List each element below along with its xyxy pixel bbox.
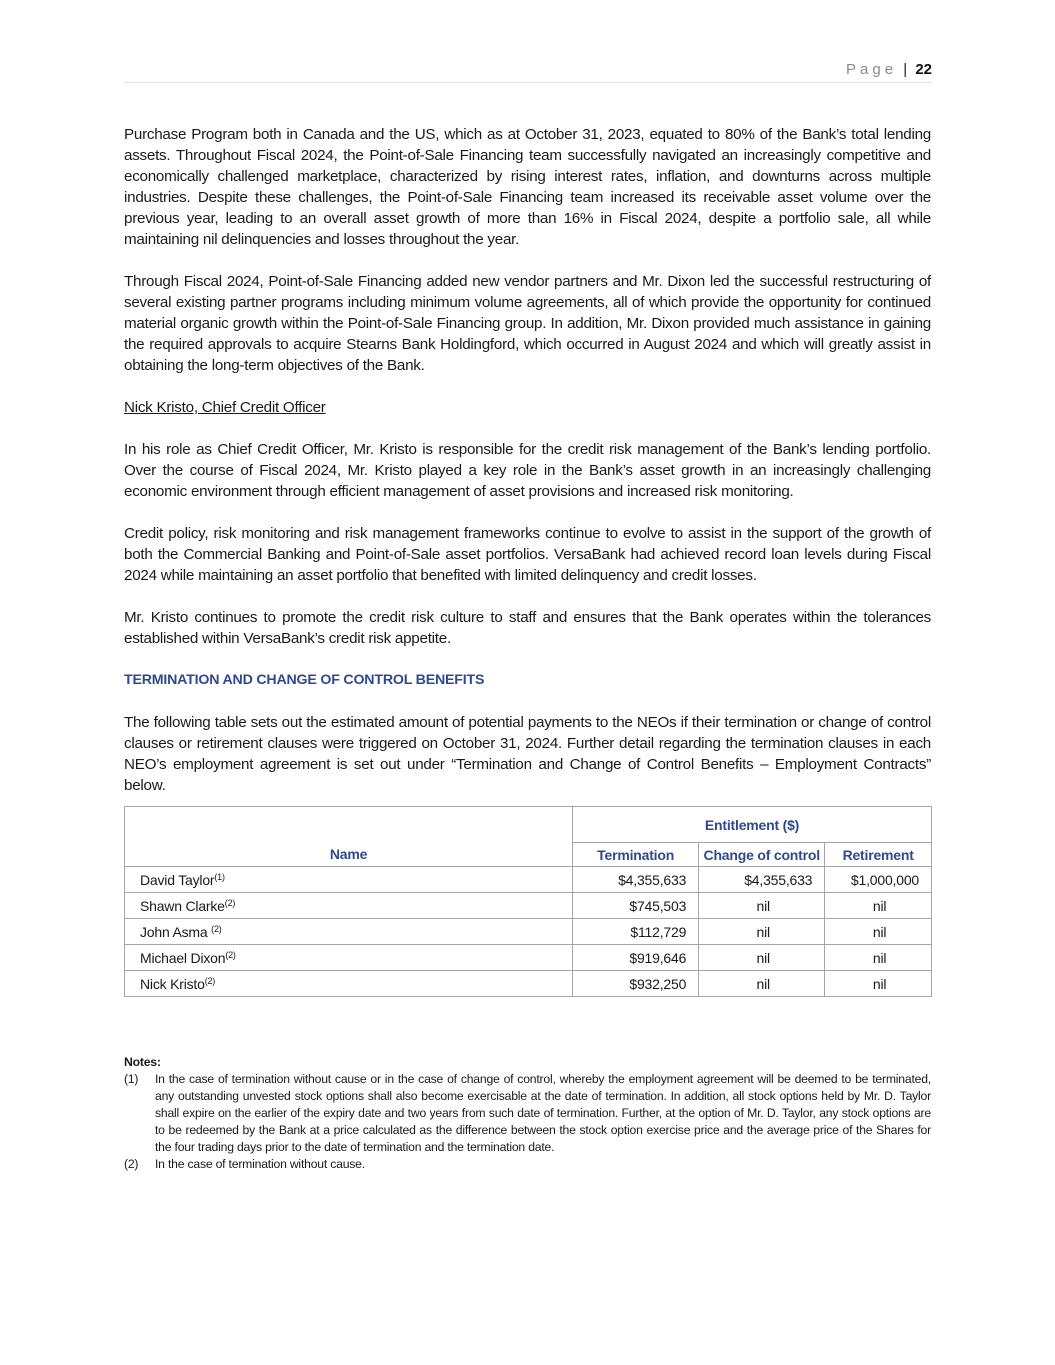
cell-change-of-control: nil: [699, 945, 825, 971]
header-name: Name: [125, 807, 573, 867]
entitlement-table: [124, 806, 932, 997]
cell-retirement: nil: [825, 919, 932, 945]
note-number: (1): [124, 1072, 139, 1086]
cell-termination: $112,729: [573, 919, 699, 945]
notes-title: Notes:: [124, 1055, 161, 1069]
header-termination: Termination: [573, 843, 699, 867]
cell-change-of-control: nil: [699, 971, 825, 997]
paragraph-table-intro: The following table sets out the estimated amount of potential payments to the NEOs if their termination or change of control clauses or retirement clauses were triggered on October 31, 2024. Further detail regarding the termination clauses in each NEO’s employment agreement is set out under “Termination and Change of Control Benefits – Employment Contracts” below.: [124, 714, 931, 794]
cell-name: John Asma $^{(2)}$: [125, 919, 573, 945]
table-row: [125, 867, 932, 893]
paragraph-kristo-role: In his role as Chief Credit Officer, Mr. Kristo is responsible for the credit risk management of the Bank’s lending portfolio. Over the course of Fiscal 2024, Mr. Kristo played a key role in the Bank’s asset growth in an increasingly challenging economic environment through efficient management of asset provisions and increased risk monitoring.: [124, 441, 931, 500]
cell-retirement: nil: [825, 945, 932, 971]
subheading-nick-kristo: Nick Kristo, Chief Credit Officer: [124, 399, 326, 416]
page-label: Page: [846, 61, 898, 78]
header-change-of-control: Change of control: [699, 843, 825, 867]
table-row: [125, 893, 932, 919]
note-item: [124, 1071, 931, 1156]
cell-retirement: nil: [825, 971, 932, 997]
cell-termination: $919,646: [573, 945, 699, 971]
paragraph-dixon-partners: Through Fiscal 2024, Point-of-Sale Financing added new vendor partners and Mr. Dixon led the successful restructuring of several existing partner programs including minimum volume agreements, all of which provide the opportunity for continued material organic growth within the Point-of-Sale Financing group. In addition, Mr. Dixon provided much assistance in gaining the required approvals to acquire Stearns Bank Holdingford, which occurred in August 2024 and which will greatly assist in obtaining the long-term objectives of the Bank.: [124, 273, 931, 374]
page-number: 22: [915, 61, 932, 78]
header-entitlement: Entitlement ($): [573, 807, 932, 843]
footnote-ref: (2): [224, 897, 236, 908]
table-row: [125, 919, 932, 945]
notes-section: [124, 1054, 931, 1173]
cell-name: Nick Kristo$^{(2)}$: [125, 971, 573, 997]
paragraph-pos-financing: Purchase Program both in Canada and the US, which as at October 31, 2023, equated to 80% of the Bank’s total lending assets. Throughout Fiscal 2024, the Point-of-Sale Financing team successfully navigated an increasingly competitive and economically challenged marketplace, characterized by rising interest rates, inflation, and downturns across multiple industries. Despite these challenges, the Point-of-Sale Financing team increased its receivable asset volume over the previous year, leading to an overall asset growth of more than 16% in Fiscal 2024, despite a portfolio sale, all while maintaining nil delinquencies and losses throughout the year.: [124, 126, 931, 248]
note-item: [124, 1156, 931, 1173]
footnote-ref: (1): [214, 871, 225, 882]
table-row: [125, 971, 932, 997]
cell-change-of-control: $4,355,633: [699, 867, 825, 893]
cell-change-of-control: nil: [699, 893, 825, 919]
cell-termination: $745,503: [573, 893, 699, 919]
footnote-ref: (2): [204, 975, 216, 986]
paragraph-credit-policy: Credit policy, risk monitoring and risk management frameworks continue to evolve to assist in the support of the growth of both the Commercial Banking and Point-of-Sale asset portfolios. VersaBank had achieved record loan levels during Fiscal 2024 while maintaining an asset portfolio that benefited with limited delinquency and credit losses.: [124, 525, 931, 584]
table-row: [125, 945, 932, 971]
page-header: [124, 58, 932, 83]
cell-termination: $4,355,633: [573, 867, 699, 893]
section-heading-termination: TERMINATION AND CHANGE OF CONTROL BENEFITS: [124, 672, 485, 688]
footnote-ref: (2): [211, 923, 222, 934]
header-retirement: Retirement: [825, 843, 932, 867]
footnote-ref: (2): [225, 949, 236, 960]
cell-termination: $932,250: [573, 971, 699, 997]
note-number: (2): [124, 1157, 139, 1171]
cell-change-of-control: nil: [699, 919, 825, 945]
cell-name: David Taylor$^{(1)}$: [125, 867, 573, 893]
note-text: In the case of termination without cause.: [155, 1157, 365, 1171]
page-separator: |: [903, 61, 908, 78]
cell-name: Shawn Clarke$^{(2)}$: [125, 893, 573, 919]
document-body: [124, 124, 931, 997]
cell-retirement: $1,000,000: [825, 867, 932, 893]
note-text: In the case of termination without cause or in the case of change of control, whereby the employment agreement will be deemed to be terminated, any outstanding unvested stock options shall also become exercisable at the date of termination. In addition, all stock options held by Mr. D. Taylor shall expire on the earlier of the expiry date and two years from such date of termination. Further, at the option of Mr. D. Taylor, any stock options are to be redeemed by the Bank at a price calculated as the difference between the stock option exercise price and the average price of the Shares for the four trading days prior to the date of termination and the termination date.: [155, 1072, 931, 1154]
cell-name: Michael Dixon$^{(2)}$: [125, 945, 573, 971]
cell-retirement: nil: [825, 893, 932, 919]
paragraph-risk-culture: Mr. Kristo continues to promote the credit risk culture to staff and ensures that the Bank operates within the tolerances established within VersaBank’s credit risk appetite.: [124, 609, 931, 647]
